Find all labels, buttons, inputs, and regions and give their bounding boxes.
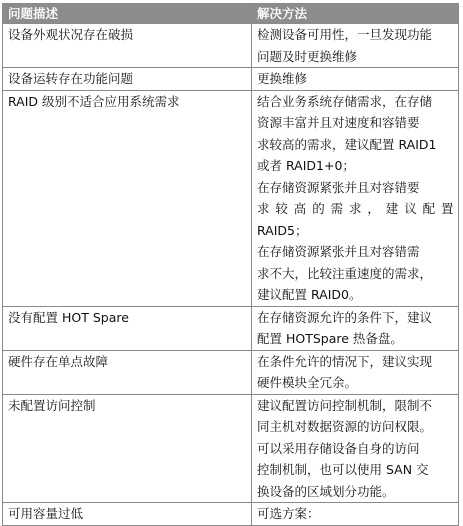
solution-line: 同主机对数据资源的访问权限。 [257, 419, 433, 434]
table-header [3, 4, 459, 24]
solution-line: 在条件允许的情况下，建议实现 [257, 353, 433, 369]
solution-cell [252, 24, 459, 68]
solution-line: 或者 RAID1+0； [257, 158, 355, 173]
solution-line: 在存储资源紧张并且对容错需 [257, 244, 420, 259]
header-row [3, 4, 459, 24]
issue-cell: 可用容量过低 [3, 503, 252, 526]
table-body [3, 24, 459, 526]
issue-cell: RAID 级别不适合应用系统需求 [3, 90, 252, 306]
solution-line: 在存储资源紧张并且对容错要 [257, 179, 420, 195]
solution-line: 可以采用存储设备自身的访问 [257, 440, 420, 456]
table-row [3, 394, 459, 503]
solution-line: 在存储资源允许的条件下，建议 [257, 309, 433, 325]
solution-line: 检测设备可用性，一旦发现功能 [257, 27, 433, 42]
issue-cell: 没有配置 HOT Spare [3, 306, 252, 350]
solution-line: 问题及时更换维修 [257, 48, 358, 64]
solution-line: 配置 HOTSpare 热备盘。 [257, 331, 403, 346]
issue-cell: 未配置访问控制 [3, 394, 252, 503]
solution-cell [252, 90, 459, 306]
table-row [3, 306, 459, 350]
solution-cell [252, 68, 459, 91]
solution-line: 建议配置访问控制机制，限制不 [257, 397, 433, 413]
solution-cell [252, 306, 459, 350]
issue-solution-table [2, 3, 459, 526]
table-row [3, 24, 459, 68]
solution-line: 可选方案： [257, 506, 320, 521]
solution-line: 更换维修 [257, 71, 308, 86]
table-row [3, 350, 459, 394]
table-row [3, 503, 459, 526]
solution-cell [252, 350, 459, 394]
solution-line: 硬件模块全冗余。 [257, 375, 358, 390]
solution-line: 资源丰富并且对速度和容错要 [257, 115, 420, 130]
solution-cell [252, 394, 459, 503]
solution-line: 控制机制，也可以使用 SAN 交 [257, 462, 429, 477]
solution-line: 结合业务系统存储需求，在存储 [257, 93, 433, 109]
solution-line: RAID5； [257, 222, 308, 238]
header-solution: 解决方法 [252, 4, 459, 24]
table-row [3, 68, 459, 91]
solution-line: 求较高的需求，建议配置 RAID1 [257, 136, 437, 152]
solution-line: 求不大，比较注重速度的需求， [257, 265, 433, 281]
solution-line: 换设备的区域划分功能。 [257, 483, 395, 499]
solution-cell [252, 503, 459, 526]
solution-line: 建议配置 RAID0。 [257, 287, 362, 302]
issue-cell: 设备外观状况存在破损 [3, 24, 252, 68]
issue-cell: 设备运转存在功能问题 [3, 68, 252, 91]
solution-line: 求较高的需求，建议配置 [257, 201, 454, 216]
table-row [3, 90, 459, 306]
header-issue: 问题描述 [3, 4, 252, 24]
issue-cell: 硬件存在单点故障 [3, 350, 252, 394]
